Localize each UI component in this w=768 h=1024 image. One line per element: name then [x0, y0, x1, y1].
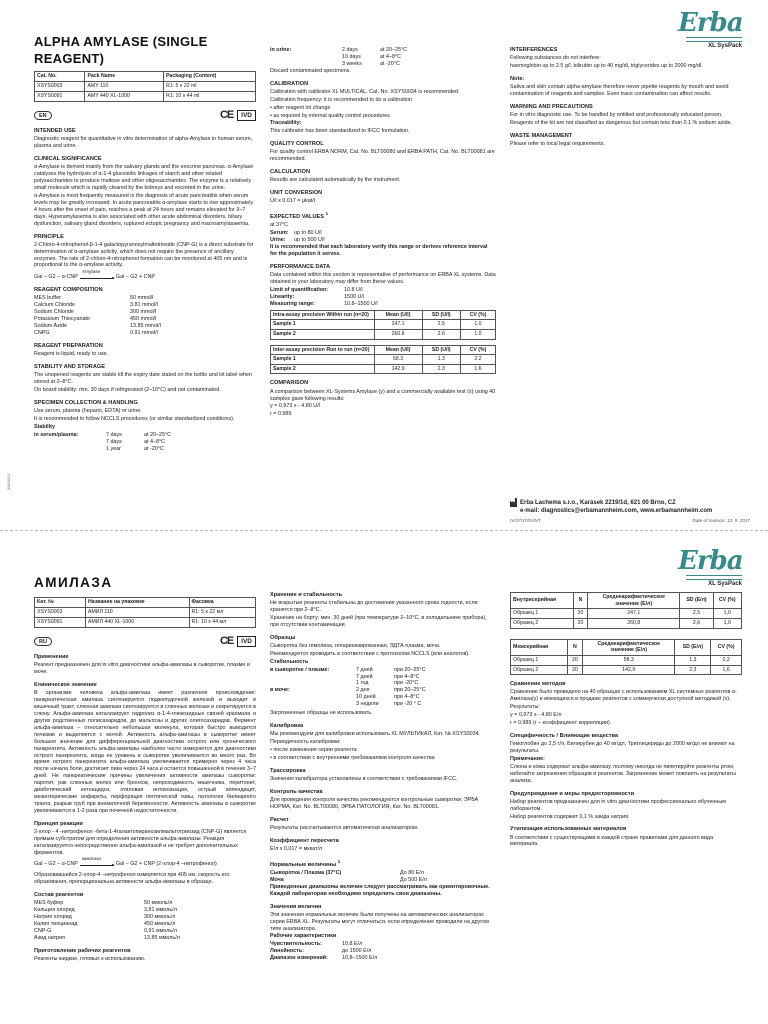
linearity-row: Линейность: до 1500 Е/л	[270, 948, 372, 955]
paragraph: Образовавшийся 2-хлор-4 –нитрофенол измеряется при 405 нм, скорость его образования, пропорциональна активности альфа-амилазы в образце.	[34, 872, 230, 886]
paragraph: α-Amylase is most frequently measured in the diagnosis of acute pancreatitis when serum levels may be greatly increased. In acute pancreatitis α-amylase starts to rise approximately 4 hours after the onset of pain, reaches a peak at 24 hours and remains elevated for 3–7 days. Hyperamylasemia is also associated with other acute abdominal disorders, biliary dysfunction, salivary gland disorders, ruptured ectopic pregnancy and macroamylasaemia.	[34, 193, 254, 227]
pack-name: AMY 440 XL-1000	[85, 92, 164, 102]
column-header: Фасовка	[189, 598, 255, 608]
intended-use-text: Diagnostic reagent for quantitative in vitro determination of alpha-Amylase in human serum, plasma and urine.	[34, 136, 253, 150]
list-item: • после изменения серии реагента	[270, 746, 357, 753]
manufacturer-address: Erba Lachema s.r.o., Karásek 2219/1d, 621 00 Brno, CZ	[520, 499, 676, 506]
paragraph: Е/л x 0,017 = мккат/л	[270, 846, 323, 853]
expected-urine: Urine: up to 500 U/l	[270, 237, 325, 244]
section-heading: COMPARISON	[270, 380, 309, 387]
section-heading: Утилизация использованных материалов	[510, 826, 627, 833]
reagent-list	[34, 295, 256, 336]
revision-line	[510, 518, 750, 524]
document-number: IV/17/17/G/INT	[510, 518, 541, 524]
table-row: Образец 1 20 247,1 2,5 1,0	[511, 609, 742, 619]
paragraph: Значения калибратора установлены в соответствии с требованиями IFCC.	[270, 775, 458, 782]
list-item: Натрия хлорид 300 ммоль/л	[34, 914, 176, 921]
note-label: Примечание:	[510, 755, 545, 762]
table-row: XSYS0003 АМИЛ 110 R1: 5 x 22 мл	[35, 608, 256, 618]
section-heading: Применение	[34, 654, 69, 661]
section-heading: Состав реагентов	[34, 892, 84, 899]
paragraph: Не вскрытые реагенты стабильны до достижения указанного срока годности, если хранятся при 2–8°C.	[270, 600, 478, 614]
norm-serum: Сыворотка / Плазма (37°C) До 80 Е/л	[270, 869, 424, 876]
section-heading: Нормальные величины $^1$	[270, 858, 341, 868]
logo-text: Erba	[678, 8, 743, 38]
section-heading: Note:	[510, 75, 525, 82]
reaction-product: Gal – G2 + CNP	[115, 273, 155, 280]
norm-urine: Моча До 500 Е/л	[270, 876, 427, 883]
section-heading: Трассировка	[270, 767, 306, 774]
en-column-2	[270, 47, 496, 419]
table-row: Образец 1 20 58,3 1,3 2,2	[511, 655, 742, 665]
list-item: Кальция хлорид 3,81 ммоль/л	[34, 907, 177, 914]
packaging: R1: 10 x 44 ml	[163, 92, 255, 102]
section-heading: Клиническое значение	[34, 682, 97, 689]
table-row: Образец 2 20 142,9 2,3 1,6	[511, 665, 742, 675]
serum-label: in serum/plasma:	[34, 431, 79, 438]
traceability-label: Traceability:	[270, 120, 302, 127]
paragraph: Для проведения контроля качества рекомендуются контрольные сыворотки: ЭРБА НОРМА, Кат. No. BLT00080, ЭРБА ПАТОЛОГИЯ, Кат. No. BLT00081.	[270, 797, 479, 810]
logo-text: Erba	[678, 546, 743, 576]
ivd-badge: IVD	[237, 110, 256, 121]
paragraph: Загрязненные образцы не использовать.	[270, 710, 373, 717]
reaction-equation	[34, 857, 256, 868]
paragraph: Рекомендуется проводить в соответствии с протоколом NCCLS (или аналогов).	[270, 650, 470, 657]
loq-row: Limit of quantification: 10.8 U/l	[270, 286, 363, 293]
packaging: R1: 5 x 22 ml	[163, 82, 255, 92]
section-heading: Расчет	[270, 816, 289, 823]
section-heading: Хранение и стабильность	[270, 592, 343, 598]
list-item: MES буфер 50 ммоль/л	[34, 900, 173, 907]
column-header: Pack Name	[85, 72, 164, 82]
page-title: ALPHA AMYLASE (SINGLE REAGENT)	[34, 34, 208, 66]
paragraph: The unopened reagents are stable till the expiry date stated on the bottle and kit label when stored at 2–8°C.	[34, 372, 252, 386]
russian-section	[0, 548, 768, 1024]
correlation-value: r = 0,989 (r – коэффициент корреляции)	[510, 720, 610, 727]
section-heading: STABILITY AND STORAGE	[34, 363, 105, 370]
column-header: Cat. No.	[35, 72, 85, 82]
list-item: Sodium Azide 13.85 mmol/l	[34, 323, 161, 330]
cat-no: XSYS0003	[35, 82, 85, 92]
badge-row	[34, 108, 256, 122]
stability-label: Stability	[34, 423, 55, 430]
stability-label: Стабильность	[270, 658, 309, 665]
pack-name: AMY 110	[85, 82, 164, 92]
erba-logo	[678, 548, 742, 589]
section-heading: REAGENT PREPARATION	[34, 342, 103, 349]
regression-equation: y = 0,973 x - 4,80 Е/л	[510, 712, 562, 719]
paragraph: Гемоглобин до 2,5 г/л, Билирубин до 40 мг/дл, Триглицериды до 2000 мг/дл не влияют на результаты.	[510, 741, 735, 754]
paragraph: Набор реагентов предназначен для in vitro диагностики профессионально обученным лаборантом.	[510, 798, 726, 812]
ru-column-1	[34, 548, 256, 964]
section-heading: CALIBRATION	[270, 80, 309, 87]
paragraph: Слюна и кожа содержат альфа-амилазу, поэтому никогда не пипетируйте реагенты ртом, избегайте загрязнения образцов и реагентов. Загрязнение может повлиять на результаты анализа.	[510, 763, 736, 784]
section-heading: CALCULATION	[270, 169, 310, 176]
paragraph: Discard contaminated specimens.	[270, 67, 351, 74]
sensitivity-row: Чувствительность: 10,8 Е/л	[270, 941, 363, 948]
list-item: • after reagent lot change	[270, 104, 331, 111]
paragraph: haemoglobin up to 2.5 g/l, bilirubin up to 40 mg/dl, triglycerides up to 2000 mg/dl.	[510, 63, 703, 70]
regression-equation: y = 0.973 x - 4.80 U/l	[270, 403, 320, 410]
section-heading: QUALITY CONTROL	[270, 141, 324, 148]
inter-assay-table: Inter-assay precision Run to run (n=20) Mean (U/l) SD (U/l) CV (%) Sample 1 58.3 1.3 2.2 Sample 2 142.9 2.3 1.6	[270, 345, 496, 375]
paragraph: 2-Chloro-4-nitrophenol-β-1-4 galactopyranosylmaltotrioside (CNP-G) is a direct substrate for determination of α-amylase activity, which does not require the presence of ancillary enzymes. The rate of 2-chloro-4-nitrophenol formation can be monitored at 405 nm and is proportional to the α-amylase activity.	[34, 241, 254, 269]
section-heading: Принцип реакции	[34, 820, 83, 827]
section-heading: EXPECTED VALUES $^1$	[270, 211, 329, 221]
section-heading: INTENDED USE	[34, 128, 76, 135]
paragraph: at 37°C	[270, 222, 289, 229]
table-row: Sample 1 247.1 2.5 1.0	[271, 320, 496, 330]
table-row: XSYS0091 АМИЛ 440 XL-1000 R1: 10 x 44 мл	[35, 618, 256, 628]
section-heading: PRINCIPLE	[34, 233, 64, 240]
paragraph: α-Amylase is derived mainly from the salivary glands and the exocrine pancreas. α-Amylase catalyses the hydrolysis of α-1-4 glucosidic linkages of starch and other related polysaccharides to produce maltose and other oligosaccharides. The enzyme is a relatively small molecule which is rapidly cleared by the kidneys and excreted in the urine.	[34, 164, 254, 192]
page-title: АМИЛАЗА	[34, 575, 113, 590]
section-heading: Калибровка	[270, 723, 304, 729]
serum-stability: in serum/plasma: 7 days at 20–25°C 7 days at 4–8°C 1 year at -20°C	[34, 431, 172, 452]
paragraph: It is recommended that each laboratory verify this range or derives reference interval for the population it serves.	[270, 244, 488, 257]
section-heading: CLINICAL SIGNIFICANCE	[34, 156, 102, 163]
paragraph: Приведенные диапазоны величин следует рассматривать как ориентировочные. Каждой лаборатории необходимо определить свои диапазоны.	[270, 883, 490, 897]
manufacturer-block	[510, 498, 750, 524]
paragraph: Результаты:	[510, 704, 540, 711]
list-item: Азид натрия 13,85 ммоль/л	[34, 934, 180, 941]
cat-no: XSYS0091	[35, 92, 85, 102]
product-line: XL SysPack	[708, 581, 742, 587]
catalog-table	[34, 71, 256, 102]
revision-date: Date of revision: 13. 9. 2017	[692, 518, 750, 524]
range-row: Measuring range: 10.8–1500 U/l	[270, 300, 378, 307]
language-badge: RU	[34, 637, 52, 646]
urine-stability: in urine: 2 days at 20–25°C 10 days at 4–8°C 3 weeks at -20°C	[270, 47, 408, 67]
table-row	[35, 82, 256, 92]
paragraph: It is recommended to follow NCCLS procedures (or similar standardized conditions).	[34, 415, 235, 422]
intra-assay-table: Intra-assay precision Within run (n=20) Mean (U/l) SD (U/l) CV (%) Sample 1 247.1 2.5 1.0 Sample 2 260.8 2.6 1.0	[270, 310, 496, 340]
en-column-3	[510, 47, 742, 149]
section-heading: Контроль качества	[270, 788, 323, 795]
paragraph: В организме человека альфа-амилаза имеет различное происхождение: панкреатическая амилаза синтезируется поджелудочной железой и выходит в кишечный тракт, слюнная амилаза синтезируется в слюнных железах и секретируется в слюну. Альфа-амилаза катализирует гидролиз α-1-4-глюкозидных связей крахмала и других родственных полисахаридов, до мальтозы и других олигосахаридов. Фермент альфа-амилаза – относительно небольшая молекула, которая быстро выводится почками и выделяется с мочой. Активность альфа-амилазы в сыворотке имеет большое значение для дифференциальной диагностики острого или хронического панкреатита. Активность альфа-амилазы наиболее часто измеряется для диагностики острого панкреатита, когда ее уровень в сыворотке увеличивается во много раз. Во время острого панкреатита альфа-амилаза увеличивается примерно через 4 часа после начала боли, достигает пика через 24 часа и остается повышенной в течение 3–7 дней. Не панкреатические причины увеличения активности амилазы сыворотки: паротит, рак слюнных желез или бронхов, непроходимость кишечника, перитонит, диабетический кетоацидоз, этиловая интоксикация, острый аппендицит, мезентерические инфаркты, перфорация пептической язвы, патология билиарного тракта, разрыв труб при внематочной беременности. Активность амилазы в сыворотке увеличивается в 1-2 раза при почечной недостаточности.	[34, 690, 256, 814]
paragraph: Calibration frequency: it is recommended to do a calibration	[270, 96, 413, 103]
enzyme-label: амилаза	[81, 857, 101, 863]
catalog-table	[34, 597, 256, 628]
table-row: Sample 2 260.8 2.6 1.0	[271, 329, 496, 339]
paragraph: Results are calculated automatically by the instrument.	[270, 177, 401, 184]
column-header: Packaging (Content)	[163, 72, 255, 82]
correlation-value: r = 0.989	[270, 411, 292, 418]
paragraph: 2-хлор - 4 -нитрофенол -бета-1-4галактопиранозилмальтотриозид (CNP-G) является прямым субстратом для определения активности альфа-амилазы. Реакция катализируется непосредственно альфа-амилазой и не требует дополнительных ферментов.	[34, 828, 247, 856]
column-header: Кат. №	[35, 598, 86, 608]
section-heading: Образцы	[270, 634, 296, 641]
performance-label: Рабочие характеристики	[270, 933, 337, 940]
paragraph: Реагенты жидкие, готовых к использованию.	[34, 956, 146, 963]
reaction-substrate: Gal – G2 – α-CNP	[34, 861, 78, 868]
side-code: 0003/002	[6, 473, 11, 490]
list-item: Калия тиоцианад 450 ммоль/л	[34, 921, 176, 928]
paragraph: This calibrator has been standardized to IFCC formulation.	[270, 128, 410, 135]
list-item: MES buffer 50 mmol/l	[34, 295, 154, 302]
paragraph: В соответствии с существующими в каждой стране правилами для данного вида материала.	[510, 834, 714, 848]
section-heading: Значения величин	[270, 903, 322, 910]
list-item: Potassium Thiocyanate 450 mmol/l	[34, 316, 157, 323]
language-badge: EN	[34, 111, 52, 120]
erba-logo	[678, 10, 742, 51]
list-item: Calcium Chloride 3.81 mmol/l	[34, 302, 158, 309]
section-heading: Сравнение методов	[510, 681, 566, 688]
reaction-arrow-icon	[80, 270, 114, 281]
section-heading: UNIT CONVERSION	[270, 190, 323, 197]
ivd-badge: IVD	[237, 636, 256, 647]
reaction-arrow-icon	[80, 857, 114, 868]
reaction-equation	[34, 270, 256, 281]
reaction-substrate: Gal – G2 – α-CNP	[34, 273, 78, 280]
paragraph: Following substances do not interfere:	[510, 55, 601, 62]
paragraph: Saliva and skin contain alpha-amylase therefore never pipette reagents by mouth and avoid contamination of reagents and samples. Even trace contamination can affect results.	[510, 84, 729, 98]
paragraph: Сыворотка без гемолиза, гепаринизированная, ЭДТА плазма, моча.	[270, 642, 441, 649]
paragraph: For quality control ERBA NORM, Cat. No. BLT00080 and ERBA PATH, Cat. No. BLT00081 are recommended.	[270, 149, 495, 163]
factory-icon	[510, 498, 517, 507]
section-heading: Специфичность / Влияющие вещества	[510, 732, 619, 739]
table-row: Образец 2 20 260,8 2,6 1,0	[511, 618, 742, 628]
reaction-product: Gal – G2 + CNP (2-хлор-4 –нитрофенол)	[115, 861, 217, 868]
paragraph: Хранение на борту: мин. 30 дней (при температуре 2–10°C, в холодильнике прибора), при отсутствии контаминации.	[270, 614, 487, 628]
paragraph: U/l x 0.017 = µkat/l	[270, 198, 315, 205]
ce-mark-icon: C E	[219, 635, 234, 648]
paragraph: Эти значения нормальных величин были получены на автоматических анализаторах серии ERBA XL. Результаты могут отличаться, если определение проводили на другом типе анализатора.	[270, 911, 489, 932]
list-item: CNP-G 0,91 ммоль/л	[34, 928, 177, 935]
section-heading: WARNING AND PRECAUTIONS	[510, 103, 593, 110]
list-item: • as required by internal quality control procedures	[270, 112, 390, 119]
paragraph: Reagents of the kit are not classified as dangerous but contain less than 0.1 % sodium azide.	[510, 120, 733, 126]
paragraph: Реагент предназначен для in vitro диагностики альфа-амилазы в сыворотке, плазме и моче.	[34, 662, 250, 676]
urine-label: in urine:	[270, 47, 292, 53]
paragraph: Набор реагентов содержит 0,1 % азида натрия.	[510, 813, 630, 820]
linearity-row: Linearity: 1500 U/l	[270, 293, 365, 300]
table-row: Sample 2 142.9 2.3 1.6	[271, 364, 496, 374]
ce-mark-icon: C E	[219, 109, 234, 122]
ru-column-2	[270, 592, 496, 962]
urine-stability: в моче: 2 дня при 20–25°C 10 дней при 4–8°C 3 недели при -20 ° C	[270, 687, 426, 708]
expected-serum: Serum: up to 80 U/l	[270, 230, 322, 237]
list-item: CNPG 0.91 mmol/l	[34, 330, 158, 336]
serum-stability: в сыворотке / плазме: 7 дней при 20–25°C 7 дней при 4–8°C 1 год при -20°C	[270, 666, 426, 687]
section-heading: WASTE MANAGEMENT	[510, 132, 573, 139]
section-heading: Коэффициент пересчета	[270, 837, 339, 844]
range-row: Диапазон измерений: 10,8–1500 Е/л	[270, 955, 378, 962]
paragraph: For in vitro diagnostic use. To be handled by entitled and professionally educated person.	[510, 112, 723, 119]
paragraph: Результаты рассчитываются автоматически анализатором.	[270, 824, 419, 831]
list-item: • в соответствии с внутренними требованиями контроля качества	[270, 754, 435, 761]
paragraph: Data contained within this section is representative of performance on ERBA XL systems. Data obtained in your laboratory may differ from these values.	[270, 272, 496, 285]
section-heading: SPECIMEN COLLECTION & HANDLING	[34, 399, 138, 406]
section-heading: REAGENT COMPOSITION	[34, 287, 103, 294]
reagent-list	[34, 900, 256, 941]
ru-column-3	[510, 592, 742, 849]
paragraph: Calibration with calibrator XL MULTICAL, Cat. No. XSYS0034 is recommended.	[270, 88, 460, 95]
table-row: Sample 1 58.3 1.3 2.2	[271, 355, 496, 365]
en-column-1	[34, 0, 256, 452]
section-heading: INTERFERENCES	[510, 47, 558, 53]
column-header: Название на упаковке	[86, 598, 190, 608]
paragraph: Reagent is liquid, ready to use.	[34, 351, 109, 358]
badge-row	[34, 634, 256, 648]
enzyme-label: Amylase	[81, 270, 101, 276]
table-row	[35, 92, 256, 102]
paragraph: A comparison between XL-Systems Amylase (y) and a commercially available test (x) using 40 samples gave following results:	[270, 388, 496, 402]
section-heading: Предупреждения и меры предосторожности	[510, 790, 635, 797]
section-heading: Приготовление рабочих реагентов	[34, 947, 131, 954]
intra-assay-table: Внутрисерийная N Среднеарифметическое значение (Е/л) SD (Е/л) CV (%) Образец 1 20 247,1 2,5 1,0 Образец 2 20 260,8 2,6 1,0	[510, 592, 742, 629]
product-line: XL SysPack	[708, 43, 742, 49]
section-heading: PERFORMANCE DATA	[270, 263, 331, 270]
paragraph: Please refer to local legal requirements.	[510, 141, 605, 148]
paragraph: Use serum, plasma (heparin, EDTA) or urine.	[34, 408, 142, 414]
paragraph: Мы рекомендуем для калибровки использовать XL МУЛЬТИКАЛ, Кат. № XSYS0034.	[270, 731, 481, 738]
list-item: Sodium Chloride 300 mmol/l	[34, 309, 157, 316]
manufacturer-contact: e-mail: diagnostics@erbamannheim.com, www.erbamannheim.com	[520, 507, 713, 514]
page-divider	[0, 530, 768, 531]
inter-assay-table: Межсерийная N Среднеарифметическое значение (Е/л) SD (Е/л) CV (%) Образец 1 20 58,3 1,3 2,2 Образец 2 20 142,9 2,3 1,6	[510, 639, 742, 676]
paragraph: Сравнение было проведено на 40 образцах с использованием XL системных реагентов α-Амилаза(y) и имеющихся в продаже реагентов с коммерчески доступной методикой (x).	[510, 689, 737, 703]
paragraph: Периодичность калибровки:	[270, 739, 341, 746]
paragraph: On board stability: min. 30 days if refrigerated (2–10°C) and not contaminated.	[34, 386, 221, 393]
